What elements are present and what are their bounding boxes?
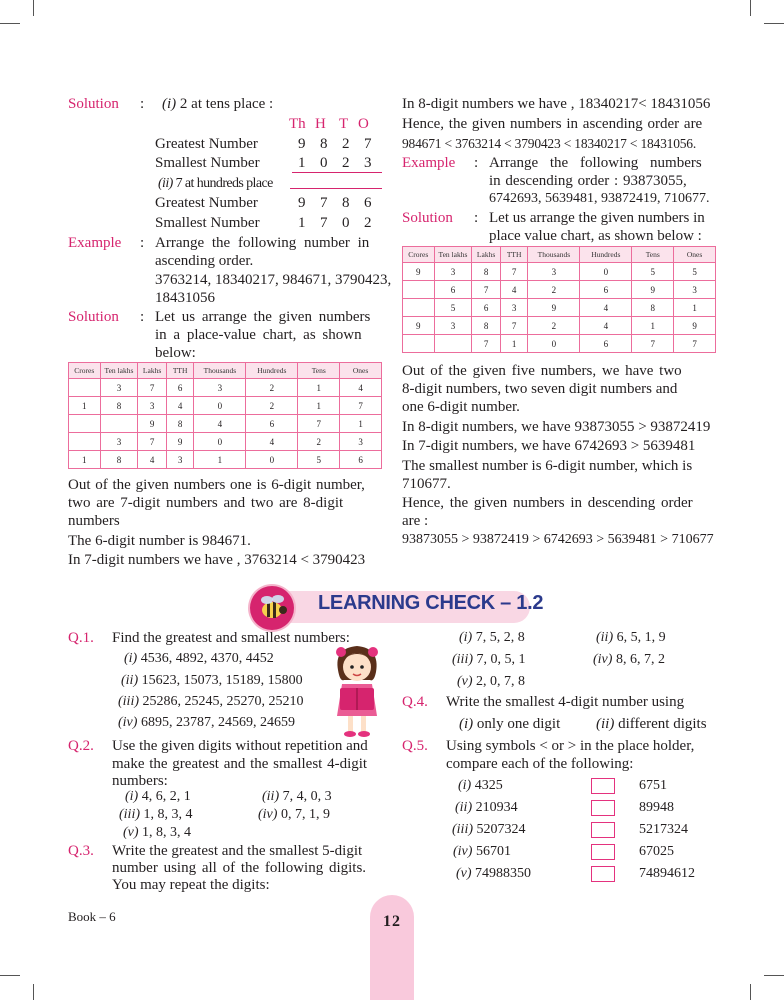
table-cell: 3 xyxy=(674,281,716,299)
place-header-o: O xyxy=(358,116,369,132)
question-text: Use the given digits without repetition and xyxy=(112,738,368,754)
solution-text: in a place-value chart, as shown xyxy=(155,327,362,343)
table-cell: 1 xyxy=(674,299,716,317)
list-item: (ii) 7, 4, 0, 3 xyxy=(262,789,332,804)
digit: 1 xyxy=(298,155,306,171)
place-header-h: H xyxy=(315,116,326,132)
learning-check-banner xyxy=(250,586,544,626)
placeholder-box[interactable] xyxy=(591,778,615,794)
table-row xyxy=(403,263,716,281)
table-cell: 5 xyxy=(434,299,472,317)
digit: 3 xyxy=(364,155,372,171)
question-text: numbers: xyxy=(112,773,168,789)
table-cell: 0 xyxy=(580,263,632,281)
list-item: (iv) 0, 7, 1, 9 xyxy=(258,807,330,822)
table-row xyxy=(403,335,716,353)
table-cell: 7 xyxy=(500,263,528,281)
table-cell: 0 xyxy=(246,451,298,469)
table-cell xyxy=(403,281,435,299)
table-cell: 3 xyxy=(528,263,580,281)
example-text: ascending order. xyxy=(155,253,254,269)
solution-label: Solution xyxy=(402,210,453,226)
list-item: (i) only one digit xyxy=(459,716,561,732)
table-row xyxy=(403,281,716,299)
girl-reading-illustration xyxy=(330,640,385,738)
paragraph: Hence, the given numbers in descending order xyxy=(402,495,693,511)
solution-label: Solution xyxy=(68,96,119,112)
question-number: Q.1. xyxy=(68,630,94,646)
table-cell xyxy=(69,433,101,451)
compare-value: 67025 xyxy=(639,844,674,859)
table-header: Crores xyxy=(403,247,435,263)
placeholder-box[interactable] xyxy=(591,800,615,816)
table-cell: 4 xyxy=(500,281,528,299)
table-cell: 7 xyxy=(340,397,382,415)
table-cell: 6 xyxy=(580,281,632,299)
placeholder-box[interactable] xyxy=(591,844,615,860)
table-row xyxy=(69,379,382,397)
paragraph: Out of the given numbers one is 6-digit number, xyxy=(68,477,365,493)
place-value-table xyxy=(68,362,382,469)
solution-text: below: xyxy=(155,345,196,361)
table-cell: 0 xyxy=(194,433,246,451)
crop-mark xyxy=(750,984,751,1000)
table-cell: 3 xyxy=(100,379,138,397)
compare-value: 6751 xyxy=(639,778,667,793)
place-header-t: T xyxy=(339,116,349,132)
divider xyxy=(290,188,382,189)
table-row xyxy=(69,415,382,433)
table-cell: 9 xyxy=(403,317,435,335)
crop-mark xyxy=(33,0,34,16)
page-number: 12 xyxy=(383,913,401,930)
question-text: compare each of the following: xyxy=(446,756,634,772)
digit: 6 xyxy=(364,195,372,211)
table-cell: 5 xyxy=(674,263,716,281)
solution-text: place value chart, as shown below : xyxy=(489,228,702,244)
table-cell: 8 xyxy=(100,451,138,469)
question-number: Q.2. xyxy=(68,738,94,754)
example-text: Arrange the following numbers xyxy=(489,155,702,171)
table-cell: 7 xyxy=(472,281,501,299)
question-text: Find the greatest and smallest numbers: xyxy=(112,630,350,646)
table-header: Hundreds xyxy=(580,247,632,263)
table-header: Ones xyxy=(674,247,716,263)
compare-value: 89948 xyxy=(639,800,674,815)
compare-item: (iii) 5207324 xyxy=(452,822,526,837)
digit: 9 xyxy=(298,195,306,211)
digit: 0 xyxy=(342,215,350,231)
table-cell xyxy=(69,415,101,433)
list-item: (i) 7, 5, 2, 8 xyxy=(459,630,525,645)
crop-mark xyxy=(0,975,20,976)
example-text: 6742693, 5639481, 93872419, 710677. xyxy=(489,191,710,206)
table-cell: 1 xyxy=(632,317,674,335)
table-cell: 7 xyxy=(500,317,528,335)
table-header: Hundreds xyxy=(246,363,298,379)
table-cell: 3 xyxy=(434,317,472,335)
question-text: Write the greatest and the smallest 5-digit xyxy=(112,843,363,859)
table-cell: 1 xyxy=(194,451,246,469)
greatest-number-label: Greatest Number xyxy=(155,136,258,152)
table-cell: 8 xyxy=(472,317,501,335)
table-cell: 4 xyxy=(194,415,246,433)
table-cell: 3 xyxy=(500,299,528,317)
table-cell: 9 xyxy=(632,281,674,299)
question-text: Using symbols < or > in the place holder, xyxy=(446,738,695,754)
compare-value: 74894612 xyxy=(639,866,695,881)
question-text: You may repeat the digits: xyxy=(112,877,270,893)
digit: 0 xyxy=(320,155,328,171)
placeholder-box[interactable] xyxy=(591,822,615,838)
divider xyxy=(292,172,382,173)
paragraph: 984671 < 3763214 < 3790423 < 18340217 < 18431056. xyxy=(402,136,697,151)
table-cell: 4 xyxy=(166,397,194,415)
table-cell: 2 xyxy=(528,281,580,299)
banner-title: LEARNING CHECK – 1.2 xyxy=(318,592,544,614)
digit: 7 xyxy=(320,215,328,231)
table-cell xyxy=(69,379,101,397)
table-header: TTH xyxy=(500,247,528,263)
table-cell: 6 xyxy=(166,379,194,397)
table-cell xyxy=(403,299,435,317)
table-cell: 7 xyxy=(632,335,674,353)
question-number: Q.4. xyxy=(402,694,428,710)
table-header: Thousands xyxy=(194,363,246,379)
question-number: Q.3. xyxy=(68,843,94,859)
example-text: 3763214, 18340217, 984671, 3790423, xyxy=(155,272,392,288)
table-row xyxy=(403,299,716,317)
question-text: make the greatest and the smallest 4-digit xyxy=(112,756,368,772)
table-cell: 8 xyxy=(472,263,501,281)
digit: 8 xyxy=(342,195,350,211)
solution-text: Let us arrange the given numbers xyxy=(155,309,371,325)
list-item: (iii) 1, 8, 3, 4 xyxy=(119,807,193,822)
page-number-tab xyxy=(370,895,414,1000)
digit: 2 xyxy=(342,136,350,152)
paragraph: are : xyxy=(402,513,429,529)
list-item: (i) 4536, 4892, 4370, 4452 xyxy=(124,651,274,666)
table-header: Tens xyxy=(632,247,674,263)
colon: : xyxy=(140,309,145,325)
table-cell: 1 xyxy=(298,397,340,415)
table-cell: 7 xyxy=(138,433,167,451)
table-row xyxy=(69,451,382,469)
table-header: TTH xyxy=(166,363,194,379)
table-cell: 8 xyxy=(166,415,194,433)
list-item: (i) 4, 6, 2, 1 xyxy=(125,789,191,804)
solution-label: Solution xyxy=(68,309,119,325)
sub-heading: (ii) 7 at hundreds place xyxy=(158,176,273,191)
table-row xyxy=(69,433,382,451)
paragraph: In 8-digit numbers, we have 93873055 > 93872419 xyxy=(402,419,711,435)
table-cell: 1 xyxy=(69,397,101,415)
colon: : xyxy=(474,210,479,226)
table-cell: 6 xyxy=(580,335,632,353)
list-item: (v) 1, 8, 3, 4 xyxy=(123,825,192,840)
table-cell: 7 xyxy=(472,335,501,353)
colon: : xyxy=(474,155,479,171)
footer-book-label: Book – 6 xyxy=(68,909,116,924)
table-header: Tens xyxy=(298,363,340,379)
paragraph: Out of the given five numbers, we have two xyxy=(402,363,682,379)
paragraph: In 7-digit numbers we have , 3763214 < 3790423 xyxy=(68,552,366,568)
example-text: 18431056 xyxy=(155,290,215,306)
solution-text: (i) 2 at tens place : xyxy=(162,96,274,112)
table-cell: 0 xyxy=(194,397,246,415)
table-header: Lakhs xyxy=(138,363,167,379)
paragraph: 710677. xyxy=(402,476,451,492)
table-cell: 1 xyxy=(500,335,528,353)
paragraph: Hence, the given numbers in ascending order are xyxy=(402,116,703,132)
example-text: Arrange the following number in xyxy=(155,235,370,251)
table-cell: 0 xyxy=(528,335,580,353)
crop-mark xyxy=(0,23,20,24)
paragraph: 8-digit numbers, two seven digit numbers and xyxy=(402,381,678,397)
question-text: Write the smallest 4-digit number using xyxy=(446,694,685,710)
list-item: (iii) 7, 0, 5, 1 xyxy=(452,652,526,667)
list-item: (iv) 6895, 23787, 24569, 24659 xyxy=(118,715,295,730)
table-cell xyxy=(434,335,472,353)
table-cell: 3 xyxy=(166,451,194,469)
table-cell: 5 xyxy=(298,451,340,469)
place-header-th: Th xyxy=(289,116,306,132)
colon: : xyxy=(140,96,145,112)
compare-item: (i) 4325 xyxy=(458,778,503,793)
example-text: in descending order : 93873055, xyxy=(489,173,687,189)
table-cell: 4 xyxy=(580,317,632,335)
table-row xyxy=(403,317,716,335)
table-cell: 7 xyxy=(138,379,167,397)
greatest-number-label: Greatest Number xyxy=(155,195,258,211)
placeholder-box[interactable] xyxy=(591,866,615,882)
table-cell: 1 xyxy=(340,415,382,433)
paragraph: In 7-digit numbers, we have 6742693 > 5639481 xyxy=(402,438,696,454)
table-cell: 6 xyxy=(472,299,501,317)
digit: 9 xyxy=(298,136,306,152)
bee-icon xyxy=(250,586,294,630)
table-header: Ten lakhs xyxy=(100,363,138,379)
table-cell: 3 xyxy=(434,263,472,281)
crop-mark xyxy=(764,975,784,976)
digit: 7 xyxy=(320,195,328,211)
table-cell xyxy=(100,415,138,433)
colon: : xyxy=(140,235,145,251)
compare-item: (iv) 56701 xyxy=(453,844,511,859)
table-cell: 3 xyxy=(340,433,382,451)
table-cell: 3 xyxy=(138,397,167,415)
table-cell: 3 xyxy=(100,433,138,451)
crop-mark xyxy=(33,984,34,1000)
table-cell: 1 xyxy=(298,379,340,397)
digit: 8 xyxy=(320,136,328,152)
table-cell: 7 xyxy=(674,335,716,353)
table-cell: 2 xyxy=(246,379,298,397)
list-item: (v) 2, 0, 7, 8 xyxy=(457,674,526,689)
compare-item: (ii) 210934 xyxy=(455,800,518,815)
smallest-number-label: Smallest Number xyxy=(155,215,260,231)
table-cell: 7 xyxy=(298,415,340,433)
list-item: (iii) 25286, 25245, 25270, 25210 xyxy=(118,694,304,709)
paragraph: 93873055 > 93872419 > 6742693 > 5639481 > 710677 xyxy=(402,532,714,547)
paragraph: The 6-digit number is 984671. xyxy=(68,533,251,549)
table-header: Ones xyxy=(340,363,382,379)
table-cell: 1 xyxy=(69,451,101,469)
paragraph: In 8-digit numbers we have , 18340217< 18431056 xyxy=(402,96,711,112)
table-cell: 2 xyxy=(298,433,340,451)
table-cell: 8 xyxy=(632,299,674,317)
table-cell: 3 xyxy=(194,379,246,397)
table-cell: 9 xyxy=(138,415,167,433)
question-number: Q.5. xyxy=(402,738,428,754)
digit: 7 xyxy=(364,136,372,152)
table-cell: 2 xyxy=(246,397,298,415)
digit: 1 xyxy=(298,215,306,231)
table-cell: 9 xyxy=(403,263,435,281)
table-header: Crores xyxy=(69,363,101,379)
table-cell: 6 xyxy=(246,415,298,433)
table-header: Ten lakhs xyxy=(434,247,472,263)
crop-mark xyxy=(750,0,751,16)
table-header: Thousands xyxy=(528,247,580,263)
paragraph: two are 7-digit numbers and two are 8-digit xyxy=(68,495,344,511)
table-cell: 6 xyxy=(434,281,472,299)
paragraph: one 6-digit number. xyxy=(402,399,520,415)
smallest-number-label: Smallest Number xyxy=(155,155,260,171)
digit: 2 xyxy=(364,215,372,231)
table-cell: 4 xyxy=(138,451,167,469)
table-cell: 8 xyxy=(100,397,138,415)
list-item: (ii) 6, 5, 1, 9 xyxy=(596,630,666,645)
paragraph: numbers xyxy=(68,513,120,529)
crop-mark xyxy=(764,23,784,24)
table-cell: 9 xyxy=(166,433,194,451)
table-cell: 4 xyxy=(246,433,298,451)
list-item: (iv) 8, 6, 7, 2 xyxy=(593,652,665,667)
compare-value: 5217324 xyxy=(639,822,688,837)
table-cell: 5 xyxy=(632,263,674,281)
table-cell: 4 xyxy=(340,379,382,397)
table-cell: 6 xyxy=(340,451,382,469)
compare-item: (v) 74988350 xyxy=(456,866,532,881)
table-row xyxy=(69,397,382,415)
question-text: number using all of the following digits. xyxy=(112,860,367,876)
table-cell xyxy=(403,335,435,353)
list-item: (ii) 15623, 15073, 15189, 15800 xyxy=(121,673,303,688)
table-cell: 4 xyxy=(580,299,632,317)
example-label: Example xyxy=(68,235,122,251)
table-cell: 2 xyxy=(528,317,580,335)
paragraph: The smallest number is 6-digit number, which is xyxy=(402,458,693,474)
table-header: Lakhs xyxy=(472,247,501,263)
list-item: (ii) different digits xyxy=(596,716,707,732)
digit: 2 xyxy=(342,155,350,171)
solution-text: Let us arrange the given numbers in xyxy=(489,210,705,226)
table-cell: 9 xyxy=(674,317,716,335)
place-value-table xyxy=(402,246,716,353)
table-cell: 9 xyxy=(528,299,580,317)
example-label: Example xyxy=(402,155,456,171)
